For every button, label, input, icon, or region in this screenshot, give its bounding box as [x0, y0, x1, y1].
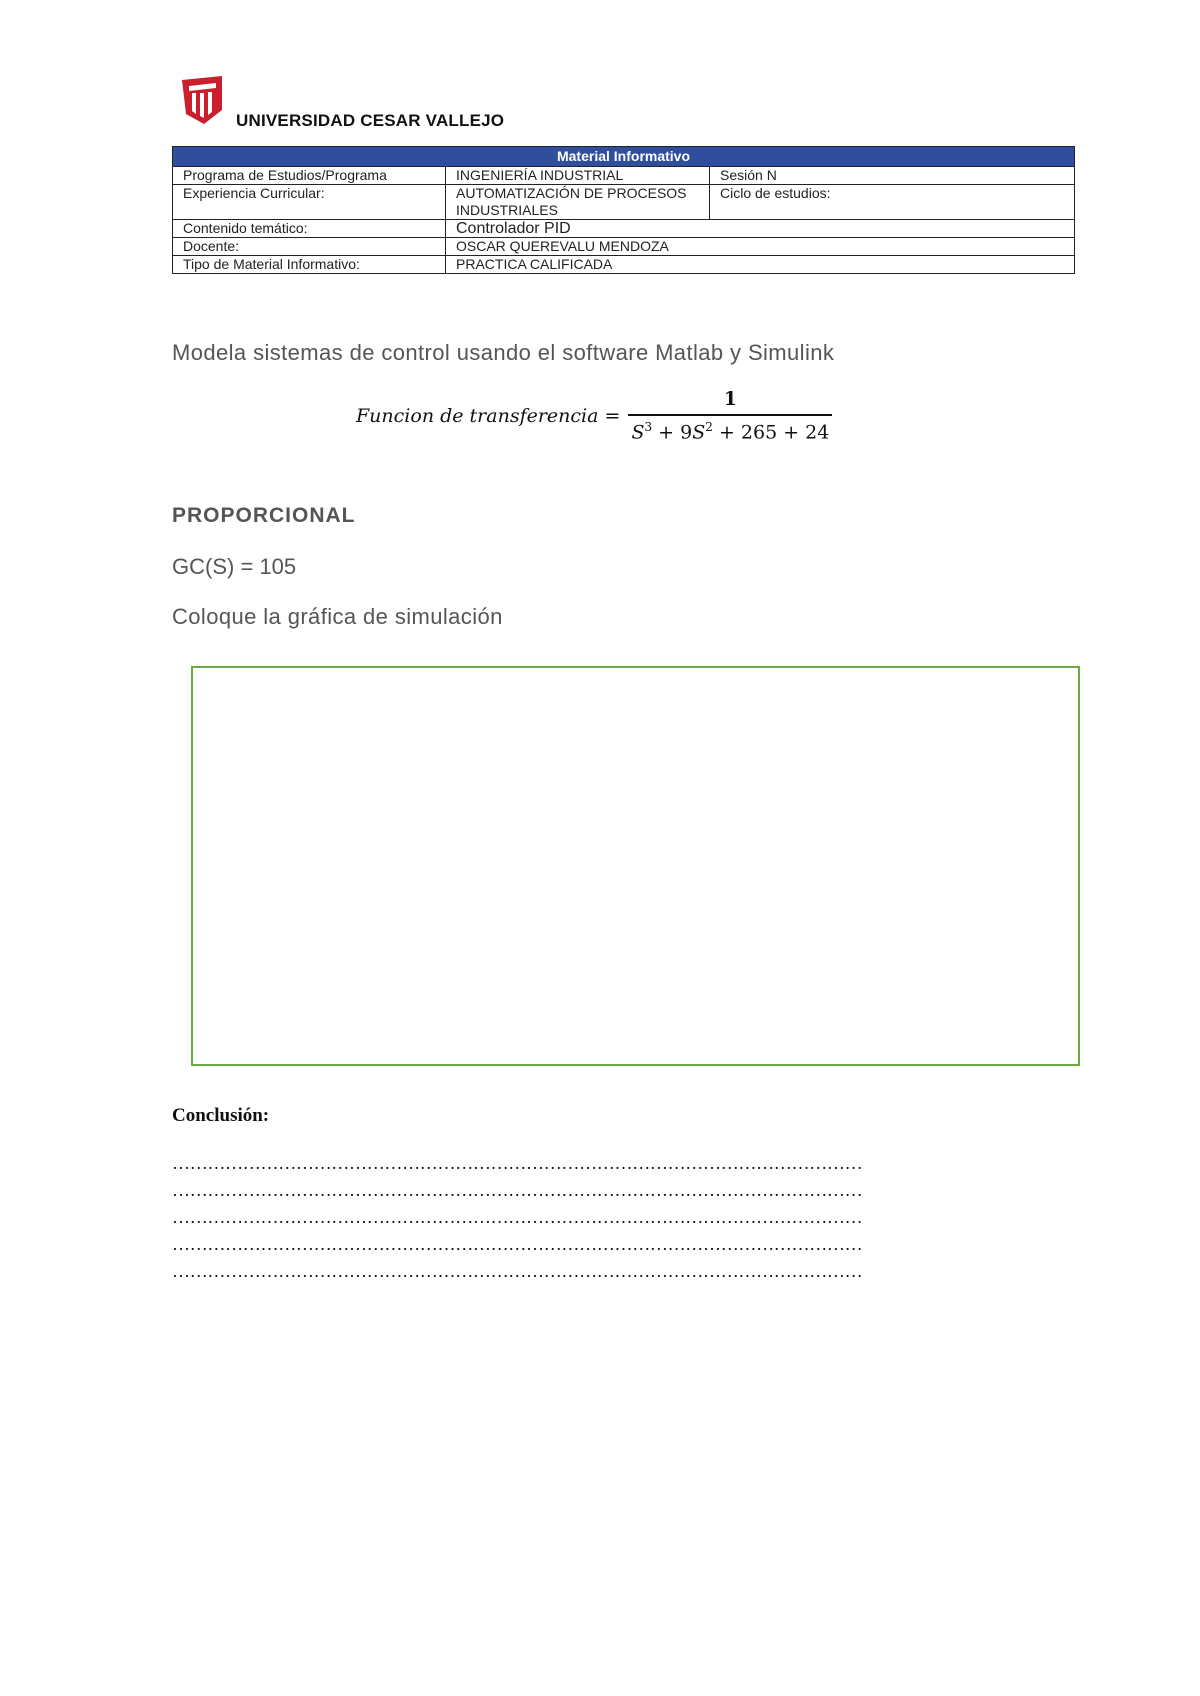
table-row	[173, 256, 1075, 274]
university-name: UNIVERSIDAD CESAR VALLEJO	[236, 111, 505, 130]
teacher-label: Docente:	[173, 238, 446, 256]
transfer-function-formula	[356, 388, 832, 443]
material-type-value: PRACTICA CALIFICADA	[446, 256, 1075, 274]
info-table-title: Material Informativo	[173, 147, 1075, 167]
conclusion-line[interactable]: ………………………………………………………………………………………………………	[172, 1153, 863, 1173]
program-label: Programa de Estudios/Programa	[173, 167, 446, 185]
controller-gain: GC(S) = 105	[172, 554, 297, 579]
formula-lhs: Funcion de transferencia =	[356, 404, 621, 427]
conclusion-line[interactable]: ………………………………………………………………………………………………………	[172, 1234, 863, 1254]
material-type-label: Tipo de Material Informativo:	[173, 256, 446, 274]
formula-numerator: 1	[723, 388, 738, 410]
instruction-text: Coloque la gráfica de simulación	[172, 604, 503, 629]
conclusion-lines	[172, 1150, 1032, 1285]
table-row	[173, 185, 1075, 220]
conclusion-label: Conclusión:	[172, 1105, 270, 1126]
info-table	[172, 146, 1075, 274]
formula-fraction	[628, 388, 832, 443]
conclusion-line[interactable]: ………………………………………………………………………………………………………	[172, 1207, 863, 1227]
university-logo-icon	[180, 76, 224, 124]
course-label: Experiencia Curricular:	[173, 185, 446, 220]
topic-value: Controlador PID	[446, 220, 1075, 238]
session-label: Sesión N	[710, 167, 1075, 185]
section-title: PROPORCIONAL	[172, 504, 356, 527]
cycle-label: Ciclo de estudios:	[710, 185, 1075, 220]
course-value: AUTOMATIZACIÓN DE PROCESOS INDUSTRIALES	[446, 185, 710, 220]
formula-denominator: $S^3 + 9S^2 + 265 + 24$	[631, 420, 830, 444]
program-value: INGENIERÍA INDUSTRIAL	[446, 167, 710, 185]
table-row	[173, 220, 1075, 238]
conclusion-line[interactable]: ………………………………………………………………………………………………………	[172, 1180, 863, 1200]
table-row	[173, 238, 1075, 256]
conclusion-line[interactable]: ………………………………………………………………………………………………………	[172, 1261, 863, 1281]
topic-label: Contenido temático:	[173, 220, 446, 238]
simulation-graph-placeholder[interactable]	[191, 666, 1080, 1066]
teacher-value: OSCAR QUEREVALU MENDOZA	[446, 238, 1075, 256]
table-row	[173, 167, 1075, 185]
document-subtitle: Modela sistemas de control usando el software Matlab y Simulink	[172, 340, 835, 365]
